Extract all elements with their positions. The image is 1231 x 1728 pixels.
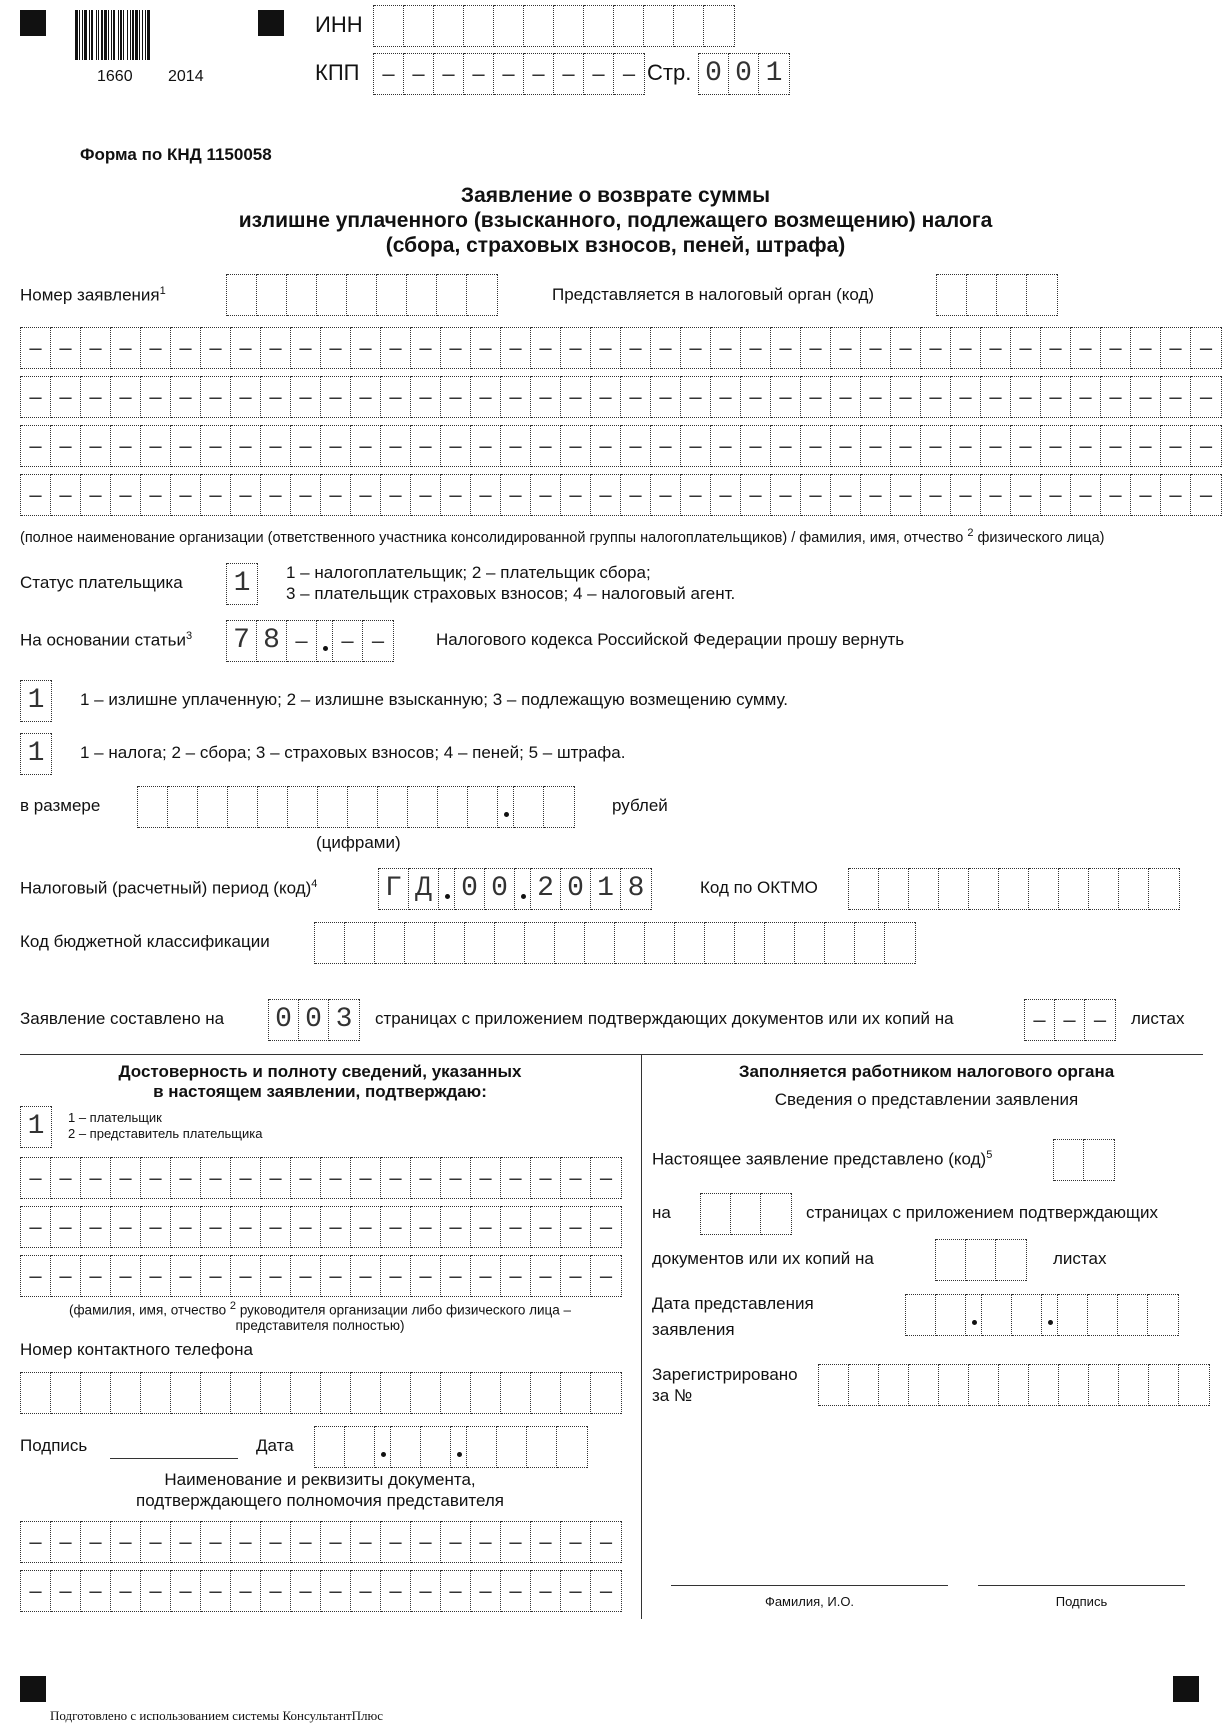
phone-label: Номер контактного телефона [20,1340,253,1359]
article-field[interactable]: 7 8 – – – [226,620,394,662]
application-number-label: Номер заявления$^1$ [20,285,166,305]
footer-note: Подготовлено с использованием системы КонсультантПлюс [50,1708,384,1723]
registration-number-field[interactable] [818,1364,1210,1406]
officer-docs-text: документов или их копий на [652,1249,874,1268]
title-line-3: (сбора, страховых взносов, пеней, штрафа) [385,234,846,257]
signature-label: Подпись [20,1436,88,1455]
tax-authority-code-field[interactable] [936,274,1058,316]
confirm-heading-2: в настоящем заявлении, подтверждаю: [153,1082,487,1101]
corner-marker-bottom-left [20,1676,46,1702]
authority-doc-heading-2: подтверждающего полномочия представителя [136,1491,504,1510]
officer-fio-label: Фамилия, И.О. [764,1594,855,1609]
confirm-type-field[interactable]: 1 [20,1106,52,1148]
barcode-number-right: 2014 [168,68,204,85]
authority-doc-heading-1: Наименование и реквизиты документа, [164,1470,476,1489]
confirm-option-1: 1 – плательщик [68,1110,162,1125]
barcode [75,10,207,60]
form-code: Форма по КНД 1150058 [80,145,272,164]
officer-pages-text: страницах с приложением подтверждающих [806,1203,1159,1222]
officer-pages-field[interactable] [700,1193,792,1235]
officer-sign-label: Подпись [1055,1594,1108,1609]
period-field[interactable]: Г Д 0 0 2 0 1 8 [378,868,652,910]
sum-type-options: 1 – излишне уплаченную; 2 – излишне взысканную; 3 – подлежащую возмещению сумму. [80,690,788,709]
period-label: Налоговый (расчетный) период (код)$^4$ [20,878,318,898]
amount-unit: рублей [612,796,668,815]
amount-caption: (цифрами) [316,833,401,852]
submitted-label: Настоящее заявление представлено (код)$^5$ [652,1149,993,1169]
pages-suffix: страницах с приложением подтверждающих документов или их копий на [375,1009,954,1028]
kpp-field[interactable]: – – – – – – – – – [373,53,645,95]
tax-officer-heading: Заполняется работником налогового органа [738,1062,1115,1081]
date-label: Дата [256,1436,294,1455]
confirm-option-2: 2 – представитель плательщика [68,1126,263,1141]
signature-line[interactable] [110,1458,238,1459]
officer-sign-line[interactable] [978,1585,1185,1586]
horizontal-divider [20,1054,1203,1055]
pages-field[interactable]: 0 0 3 [268,999,360,1041]
inn-label: ИНН [315,12,363,37]
pages-label: Заявление составлено на [20,1009,225,1028]
tax-officer-subheading: Сведения о представлении заявления [774,1090,1079,1109]
payer-status-option-2: 3 – плательщик страховых взносов; 4 – налоговый агент. [286,584,736,603]
fio-caption-line-2: представителя полностью) [235,1318,405,1333]
organization-name-caption: (полное наименование организации (ответственного участника консолидированной группы налогоплательщиков) / фамилия, имя, отчество $^2$ физического лица) [20,527,1105,546]
kbk-label: Код бюджетной классификации [20,932,270,951]
corner-marker-top-left [20,10,46,36]
submission-date-label-2: заявления [652,1320,735,1339]
confirm-heading-1: Достоверность и полноту сведений, указанных [118,1062,522,1081]
submission-date-field[interactable] [905,1294,1179,1336]
kbk-field[interactable] [314,922,916,964]
application-number-field[interactable] [226,274,498,316]
sheets-field[interactable]: – – – [1024,999,1116,1041]
tax-authority-label: Представляется в налоговый орган (код) [552,285,875,304]
article-suffix: Налогового кодекса Российской Федерации прошу вернуть [436,630,905,649]
corner-marker-bottom-right [1173,1676,1199,1702]
officer-sheets-field[interactable] [935,1239,1027,1281]
on-label: на [652,1203,671,1222]
amount-label: в размере [20,796,101,815]
title-line-2: излишне уплаченного (взысканного, подлежащего возмещению) налога [238,209,993,232]
registered-label-2: за № [652,1386,693,1405]
submission-date-label-1: Дата представления [652,1294,814,1313]
vertical-divider [641,1054,642,1619]
oktmo-label: Код по ОКТМО [700,878,818,897]
submitted-code-field[interactable] [1053,1139,1115,1181]
payment-type-field[interactable]: 1 [20,733,52,775]
officer-fio-line[interactable] [671,1585,948,1586]
article-label: На основании статьи$^3$ [20,630,193,650]
amount-field[interactable] [137,786,575,828]
corner-marker-top-mid [258,10,284,36]
payer-status-label: Статус плательщика [20,573,183,592]
payment-type-options: 1 – налога; 2 – сбора; 3 – страховых взносов; 4 – пеней; 5 – штрафа. [80,743,626,762]
payer-status-field[interactable]: 1 [226,563,258,605]
kpp-label: КПП [315,60,360,85]
sheets-label: листах [1131,1009,1185,1028]
inn-field[interactable] [373,5,735,47]
page-number-field[interactable]: 0 0 1 [698,53,790,95]
registered-label-1: Зарегистрировано [652,1365,798,1384]
officer-sheets-label: листах [1053,1249,1107,1268]
fio-caption: (фамилия, имя, отчество $^2$ руководителя организации либо физического лица – [68,1300,572,1318]
oktmo-field[interactable] [848,868,1180,910]
barcode-number-left: 1660 [97,68,133,85]
payer-status-option-1: 1 – налогоплательщик; 2 – плательщик сбора; [286,563,651,582]
page-label: Стр. [647,60,692,85]
sum-type-field[interactable]: 1 [20,680,52,722]
title-line-1: Заявление о возврате суммы [460,184,771,207]
signature-date-field[interactable] [314,1426,588,1468]
